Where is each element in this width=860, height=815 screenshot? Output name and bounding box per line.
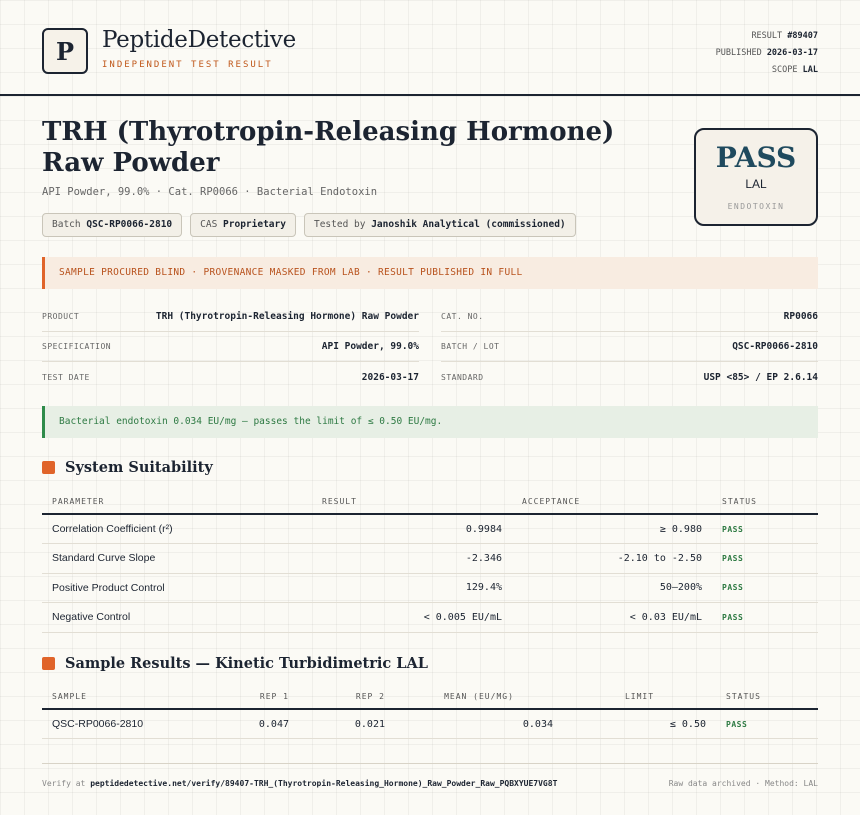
- table-row: [42, 544, 818, 574]
- table-header-row: [42, 684, 818, 709]
- column-header: LIMIT: [563, 684, 716, 709]
- info-row: [42, 332, 419, 362]
- suitability-table: [42, 489, 818, 633]
- tested-by-chip: Tested by Janoshik Analytical (commissioned): [304, 213, 576, 237]
- info-value: API Powder, 99.0%: [321, 341, 419, 352]
- table-row: [42, 603, 818, 633]
- report-header: [0, 0, 860, 96]
- column-header: ACCEPTANCE: [512, 489, 712, 514]
- table-header-row: [42, 489, 818, 514]
- rep2-cell: 0.021: [299, 709, 395, 739]
- brand-tagline: INDEPENDENT TEST RESULT: [102, 60, 273, 70]
- report-footer: [42, 763, 818, 803]
- column-header: STATUS: [712, 489, 818, 514]
- info-label: SPECIFICATION: [42, 342, 112, 351]
- parameter-cell: Negative Control: [42, 603, 312, 633]
- batch-chip: Batch QSC-RP0066-2810: [42, 213, 182, 237]
- column-header: REP 2: [299, 684, 395, 709]
- section-marker-icon: [42, 461, 55, 474]
- brand-logo: P: [42, 28, 88, 74]
- info-value: TRH (Thyrotropin-Releasing Hormone) Raw Powder: [155, 311, 419, 322]
- info-value: USP <85> / EP 2.6.14: [703, 371, 818, 383]
- info-value: RP0066: [783, 311, 818, 322]
- samples-heading: [42, 655, 428, 672]
- info-value: 2026-03-17: [361, 371, 419, 383]
- info-value: QSC-RP0066-2810: [732, 341, 818, 352]
- verdict-assay: ENDOTOXIN: [727, 202, 785, 211]
- verify-link[interactable]: peptidedetective.net/verify/89407-TRH_(Thyrotropin-Releasing_Hormone)_Raw_Powder_Raw_PQBXYUE7VG8T: [90, 779, 558, 788]
- info-grid-right: [441, 302, 818, 392]
- table-row: [42, 514, 818, 544]
- result-cell: -2.346: [312, 544, 512, 574]
- verdict-stamp: [694, 128, 818, 226]
- product-chips: [42, 213, 576, 237]
- info-row: [42, 362, 419, 392]
- report-meta: [716, 28, 818, 79]
- status-badge: PASS: [712, 514, 818, 544]
- status-badge: PASS: [712, 544, 818, 574]
- status-badge: PASS: [712, 603, 818, 633]
- acceptance-cell: ≥ 0.980: [512, 514, 712, 544]
- parameter-cell: Standard Curve Slope: [42, 544, 312, 574]
- sample-cell: QSC-RP0066-2810: [42, 709, 194, 739]
- product-title: TRH (Thyrotropin-Releasing Hormone) Raw Powder: [42, 117, 615, 178]
- suitability-heading: [42, 459, 213, 476]
- result-cell: 0.9984: [312, 514, 512, 544]
- result-banner: Bacterial endotoxin 0.034 EU/mg — passes the limit of ≤ 0.50 EU/mg.: [42, 406, 818, 438]
- column-header: RESULT: [312, 489, 512, 514]
- limit-cell: ≤ 0.50: [563, 709, 716, 739]
- status-badge: PASS: [716, 709, 818, 739]
- section-title: Sample Results — Kinetic Turbidimetric LAL: [65, 655, 428, 672]
- meta-scope: SCOPE LAL: [771, 65, 818, 75]
- rep1-cell: 0.047: [194, 709, 299, 739]
- column-header: SAMPLE: [42, 684, 194, 709]
- result-cell: 129.4%: [312, 573, 512, 603]
- section-marker-icon: [42, 657, 55, 670]
- info-row: [441, 332, 818, 362]
- acceptance-cell: < 0.03 EU/mL: [512, 603, 712, 633]
- meta-result: RESULT #89407: [751, 31, 818, 41]
- verify-line: Verify at peptidedetective.net/verify/89407-TRH_(Thyrotropin-Releasing_Hormone)_Raw_Powder_Raw_PQBXYUE7VG8T: [42, 779, 558, 788]
- info-label: BATCH / LOT: [441, 342, 500, 351]
- cas-chip: CAS Proprietary: [190, 213, 296, 237]
- info-label: TEST DATE: [42, 372, 90, 382]
- parameter-cell: Correlation Coefficient (r²): [42, 514, 312, 544]
- acceptance-cell: -2.10 to -2.50: [512, 544, 712, 574]
- column-header: STATUS: [716, 684, 818, 709]
- result-cell: < 0.005 EU/mL: [312, 603, 512, 633]
- info-label: CAT. NO.: [441, 312, 484, 321]
- acceptance-cell: 50–200%: [512, 573, 712, 603]
- samples-table: [42, 684, 818, 739]
- status-badge: PASS: [712, 573, 818, 603]
- column-header: MEAN (EU/MG): [395, 684, 563, 709]
- footer-note: Raw data archived · Method: LAL: [668, 779, 818, 788]
- procurement-banner: SAMPLE PROCURED BLIND · PROVENANCE MASKED FROM LAB · RESULT PUBLISHED IN FULL: [42, 257, 818, 289]
- product-subtitle: API Powder, 99.0% · Cat. RP0066 · Bacterial Endotoxin: [42, 186, 378, 198]
- parameter-cell: Positive Product Control: [42, 573, 312, 603]
- info-label: PRODUCT: [42, 312, 80, 321]
- verdict-text: PASS: [715, 141, 797, 174]
- mean-cell: 0.034: [395, 709, 563, 739]
- table-row: [42, 573, 818, 603]
- brand-name: PeptideDetective: [102, 27, 296, 53]
- verdict-method: LAL: [745, 177, 767, 191]
- table-row: [42, 709, 818, 739]
- column-header: REP 1: [194, 684, 299, 709]
- column-header: PARAMETER: [42, 489, 312, 514]
- section-title: System Suitability: [65, 459, 213, 476]
- info-row: [441, 362, 818, 392]
- meta-published: PUBLISHED 2026-03-17: [715, 48, 818, 58]
- info-label: STANDARD: [441, 372, 484, 382]
- info-row: [42, 302, 419, 332]
- info-row: [441, 302, 818, 332]
- info-grid-left: [42, 302, 419, 392]
